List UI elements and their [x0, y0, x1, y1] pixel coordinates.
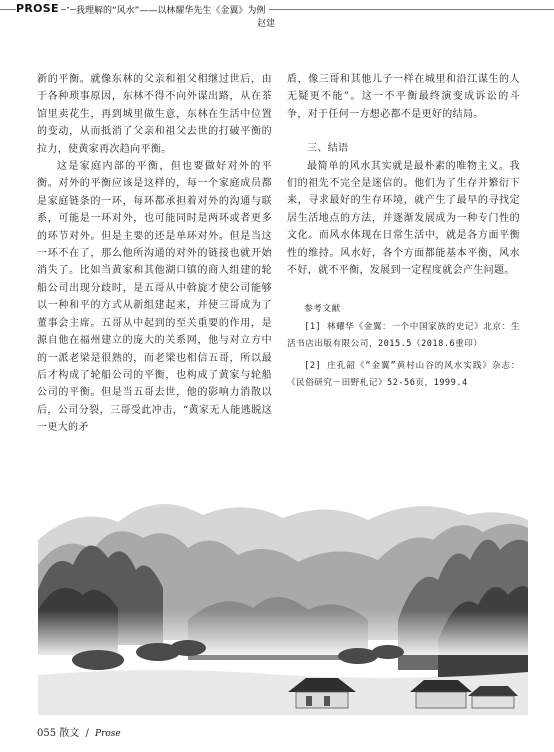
article-title: 我理解的“风水”——以林耀华先生《金翼》为例	[76, 3, 269, 16]
section-heading: 三、结语	[307, 143, 349, 155]
paragraph: 最简单的风水其实就是最朴素的唯物主义。我们的祖先不完全是迷信的。他们为了生存并繁衍下来，寻求最好的生存环境，就产生了最早的寻找定居生活地点的方法，并逐渐发展成为一种专门性的文化。而风水体现在日常生活中，就是各方面平衡性的维持。风水好，各个方面都能基本平衡，风水不好，就不平衡，发展到一定程度就会产生问题。	[287, 160, 520, 277]
magazine-brand: PROSE	[16, 2, 59, 15]
page-footer	[37, 724, 121, 739]
footer-slash: /	[85, 728, 89, 739]
paragraph: 这是家庭内部的平衡，但也要做好对外的平衡。对外的平衡应该是这样的，每一个家庭成员都是家庭链条的一环，每环都承担着对外的沟通与联系，可能是一环对外，也可能同时是两环或者更多的环节对外。但是主要的还是单环对外。但是当这一环不在了，那么他所沟通的对外的链接也就开始消失了。比如当黄家和其他湖口镇的商人组建的轮船公司出现分歧时，是五哥从中斡旋才使公司能够以一种和平的方式从新组建起来，并使三哥成为了董事会主席。五哥从中起到的至关重要的作用，是源自他在福州建立的庞大的关系网，他与对立方中的一派老梁是很熟的，而老梁也相信五哥，所以最后才构成了轮船公司的平衡，也构成了黄家与轮船公司的平衡。但是当五哥去世，他的影响力消散以后，公司分裂，三哥受此冲击，“黄家无人能逃脱这一更大的矛	[37, 161, 272, 434]
magazine-english-name: Prose	[95, 729, 121, 739]
article-author: 赵建	[257, 19, 276, 29]
page-header	[0, 0, 554, 30]
reference-item: [1] 林耀华《金翼：一个中国家族的史记》北京：生活书店出版有限公司，2015.5（2018.6重印）	[287, 321, 520, 350]
magazine-name: 散文	[59, 728, 80, 739]
paragraph: 盾，像三哥和其他儿子一样在城里和沿江谋生的人无疑更不能”。这一不平衡最终演变成诉讼的斗争，对于任何一方想必都不是更好的结局。	[287, 74, 520, 120]
reference-item: [2] 庄孔韶《“金翼”黄村山谷的风水实践》杂志：《民俗研究－田野札记》52-56页，1999.4	[287, 360, 520, 389]
references-heading: 参考文献	[304, 304, 341, 315]
header-dot: ·	[66, 1, 70, 15]
left-column	[37, 71, 272, 437]
right-column	[287, 71, 520, 393]
landscape-painting-icon	[38, 470, 528, 715]
page-number: 055	[37, 728, 57, 739]
paragraph: 新的平衡。就像东林的父亲和祖父相继过世后，由于各种琐事原因，东林不得不向外谋出路，从在茶馆里卖花生，再到城里做生意，东林在生活中位置的变动，从而抵消了父亲和祖父去世的打破平衡的拉力，使黄家再次趋向平衡。	[37, 74, 272, 155]
